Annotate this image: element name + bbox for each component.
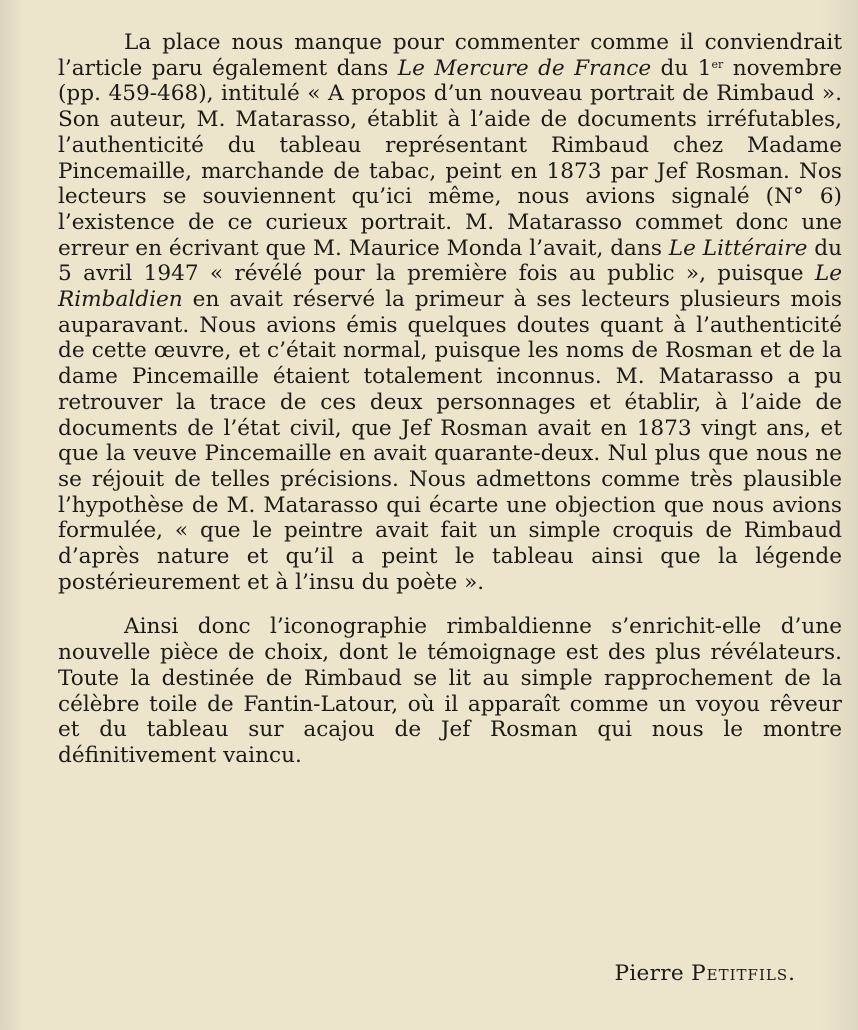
signature-last-name: Petitfils. (691, 961, 796, 986)
text-segment: novembre (pp. 459-468), intitulé « A propos d’un nouveau portrait de Rimbaud ». Son auteur, M. Matarasso, établit à l’aide de documents irréfutables, l’authenticité du tableau représentant Rimbaud chez Madame Pincemaille, marchande de tabac, peint en 1873 par Jef Rosman. Nos lecteurs se souviennent qu’ici même, nous avions signalé (N° 6) l’existence de ce curieux portrait. M. Matarasso commet donc une erreur en écrivant que M. Maurice Monda l’avait, dans (58, 55, 843, 261)
text-segment: du 5 avril 1947 « révélé pour la première fois au public », puisque (58, 235, 842, 287)
italic-title: Le Rimbaldien (58, 261, 842, 313)
author-signature (615, 961, 796, 986)
text-segment: en avait réservé la primeur à ses lecteurs plusieurs mois auparavant. Nous avions émis quelques doutes quant à l’authenticité de cette œuvre, et c’était normal, puisque les noms de Rosman et de la dame Pincemaille étaient totalement inconnus. M. Matarasso a pu retrouver la trace de ces deux personnages et établir, à l’aide de documents de l’état civil, que Jef Rosman avait en 1873 vingt ans, et que la veuve Pincemaille en avait quarante-deux. Nul plus que nous ne se réjouit de telles précisions. Nous admettons comme très plausible l’hypothèse de M. Matarasso qui écarte une objection que nous avions formulée, « que le peintre avait fait un simple croquis de Rimbaud d’après nature et qu’il a peint le tableau ainsi que la légende postérieurement et à l’insu du poète ». (58, 287, 842, 595)
ordinal-superscript: er (711, 57, 724, 71)
text-segment: du 1 (651, 55, 712, 81)
italic-title: Le Mercure de France (397, 55, 652, 81)
paragraph-1 (58, 30, 842, 595)
signature-first-name: Pierre (614, 961, 684, 986)
article-body (58, 30, 842, 769)
text-segment: La place nous manque pour commenter comme il conviendrait l’article paru également dans (58, 30, 842, 81)
text-segment: Ainsi donc l’iconographie rimbaldienne s’enrichit-elle d’une nouvelle pièce de choix, dont le témoignage est des plus révélateurs. Toute la destinée de Rimbaud se lit au simple rapprochement de la célèbre toile de Fantin-Latour, où il apparaît comme un voyou rêveur et du tableau sur acajou de Jef Rosman qui nous le montre définitivement vaincu. (58, 614, 842, 768)
italic-title: Le Littéraire (668, 235, 808, 261)
paragraph-2 (58, 614, 842, 768)
